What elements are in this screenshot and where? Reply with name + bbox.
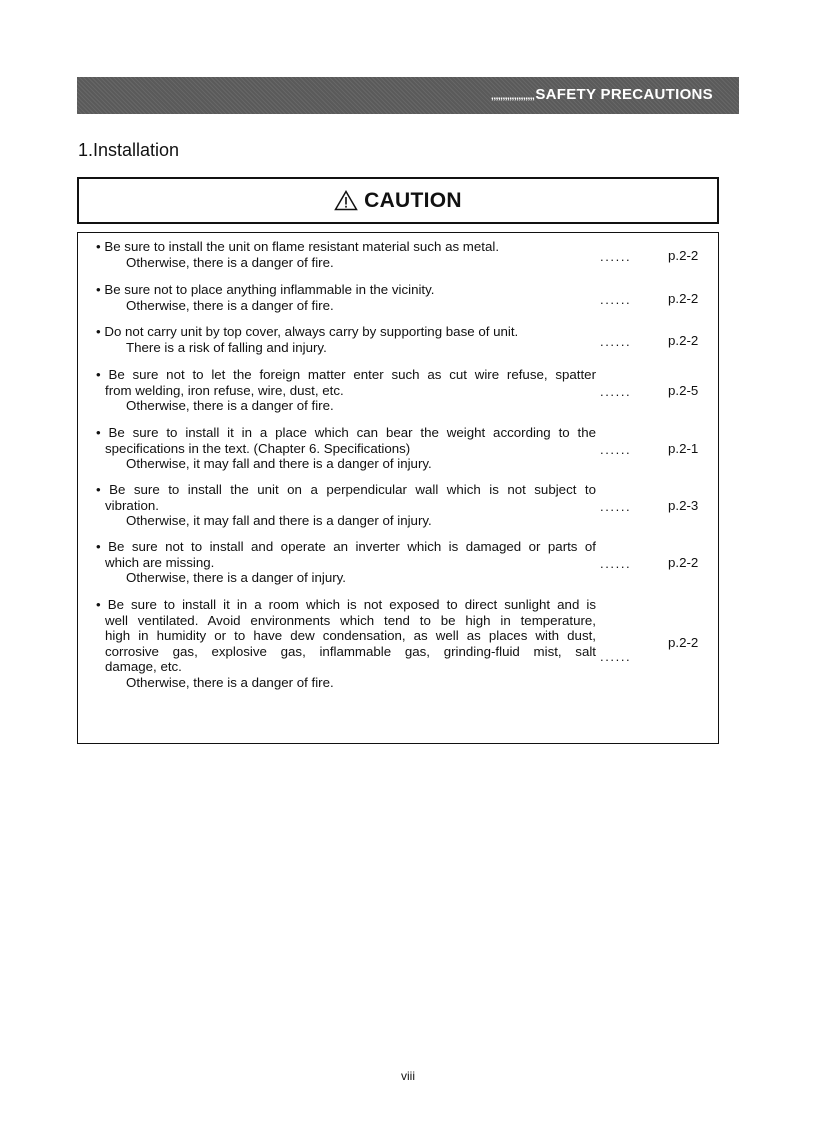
header-title-text: SAFETY PRECAUTIONS <box>535 86 713 103</box>
page-number: viii <box>401 1069 415 1083</box>
item-line: well ventilated. Avoid environments which tend to be high in temperature, <box>105 612 596 628</box>
dot-leader: ...... <box>600 649 632 664</box>
dot-leader: ...... <box>600 249 632 264</box>
header-bar <box>77 77 739 114</box>
item-line: vibration. <box>105 497 159 513</box>
item-line: corrosive gas, explosive gas, inflammable gas, grinding-fluid mist, salt <box>105 643 596 659</box>
page-reference: p.2-2 <box>668 333 699 348</box>
dot-leader: ...... <box>600 334 632 349</box>
item-line: Otherwise, there is a danger of fire. <box>126 297 334 313</box>
page-reference: p.2-2 <box>668 291 699 306</box>
item-line: • Do not carry unit by top cover, always carry by supporting base of unit. <box>96 324 519 339</box>
item-line: • Be sure not to install and operate an inverter which is damaged or parts of <box>96 539 596 554</box>
item-line: which are missing. <box>105 554 215 570</box>
item-line: • Be sure to install it in a room which is not exposed to direct sunlight and is <box>96 597 596 612</box>
page-reference: p.2-2 <box>668 248 699 263</box>
item-line: Otherwise, there is a danger of fire. <box>126 254 334 270</box>
dot-leader: ...... <box>600 292 632 307</box>
item-line: • Be sure to install the unit on flame resistant material such as metal. <box>96 239 500 254</box>
item-line: from welding, iron refuse, wire, dust, etc. <box>105 382 344 398</box>
item-line: Otherwise, there is a danger of fire. <box>126 398 334 413</box>
item-line: • Be sure not to let the foreign matter enter such as cut wire refuse, spatter <box>96 367 596 382</box>
page-reference: p.2-3 <box>668 498 699 513</box>
page-reference: p.2-1 <box>668 441 699 456</box>
caution-items-box <box>77 232 719 744</box>
item-line: Otherwise, there is a danger of injury. <box>126 570 346 585</box>
dot-leader: ...... <box>600 556 632 571</box>
item-line: Otherwise, there is a danger of fire. <box>126 674 334 690</box>
item-line: specifications in the text. (Chapter 6. Specifications) <box>105 440 411 456</box>
item-line: Otherwise, it may fall and there is a danger of injury. <box>126 456 432 471</box>
caution-label: CAUTION <box>364 188 462 212</box>
item-line: Otherwise, it may fall and there is a danger of injury. <box>126 513 432 528</box>
page-reference: p.2-2 <box>668 555 699 570</box>
caution-box <box>77 177 719 224</box>
header-leader-dots: ,,,,,,,,,,,,,,,,,,, <box>491 91 535 102</box>
item-line: • Be sure to install it in a place which can bear the weight according to the <box>96 425 596 440</box>
dot-leader: ...... <box>600 442 632 457</box>
item-line: high in humidity or to have dew condensation, as well as places with dust, <box>105 628 596 643</box>
section-title: 1.Installation <box>78 140 180 160</box>
item-line: damage, etc. <box>105 659 182 674</box>
item-line: • Be sure not to place anything inflammable in the vicinity. <box>96 282 435 297</box>
item-line: There is a risk of falling and injury. <box>126 339 327 355</box>
page-reference: p.2-2 <box>668 635 699 650</box>
dot-leader: ...... <box>600 384 632 399</box>
dot-leader: ...... <box>600 499 632 514</box>
page-reference: p.2-5 <box>668 383 699 398</box>
warning-triangle-icon <box>334 190 358 211</box>
item-line: • Be sure to install the unit on a perpendicular wall which is not subject to <box>96 482 596 497</box>
header-title <box>491 86 713 103</box>
